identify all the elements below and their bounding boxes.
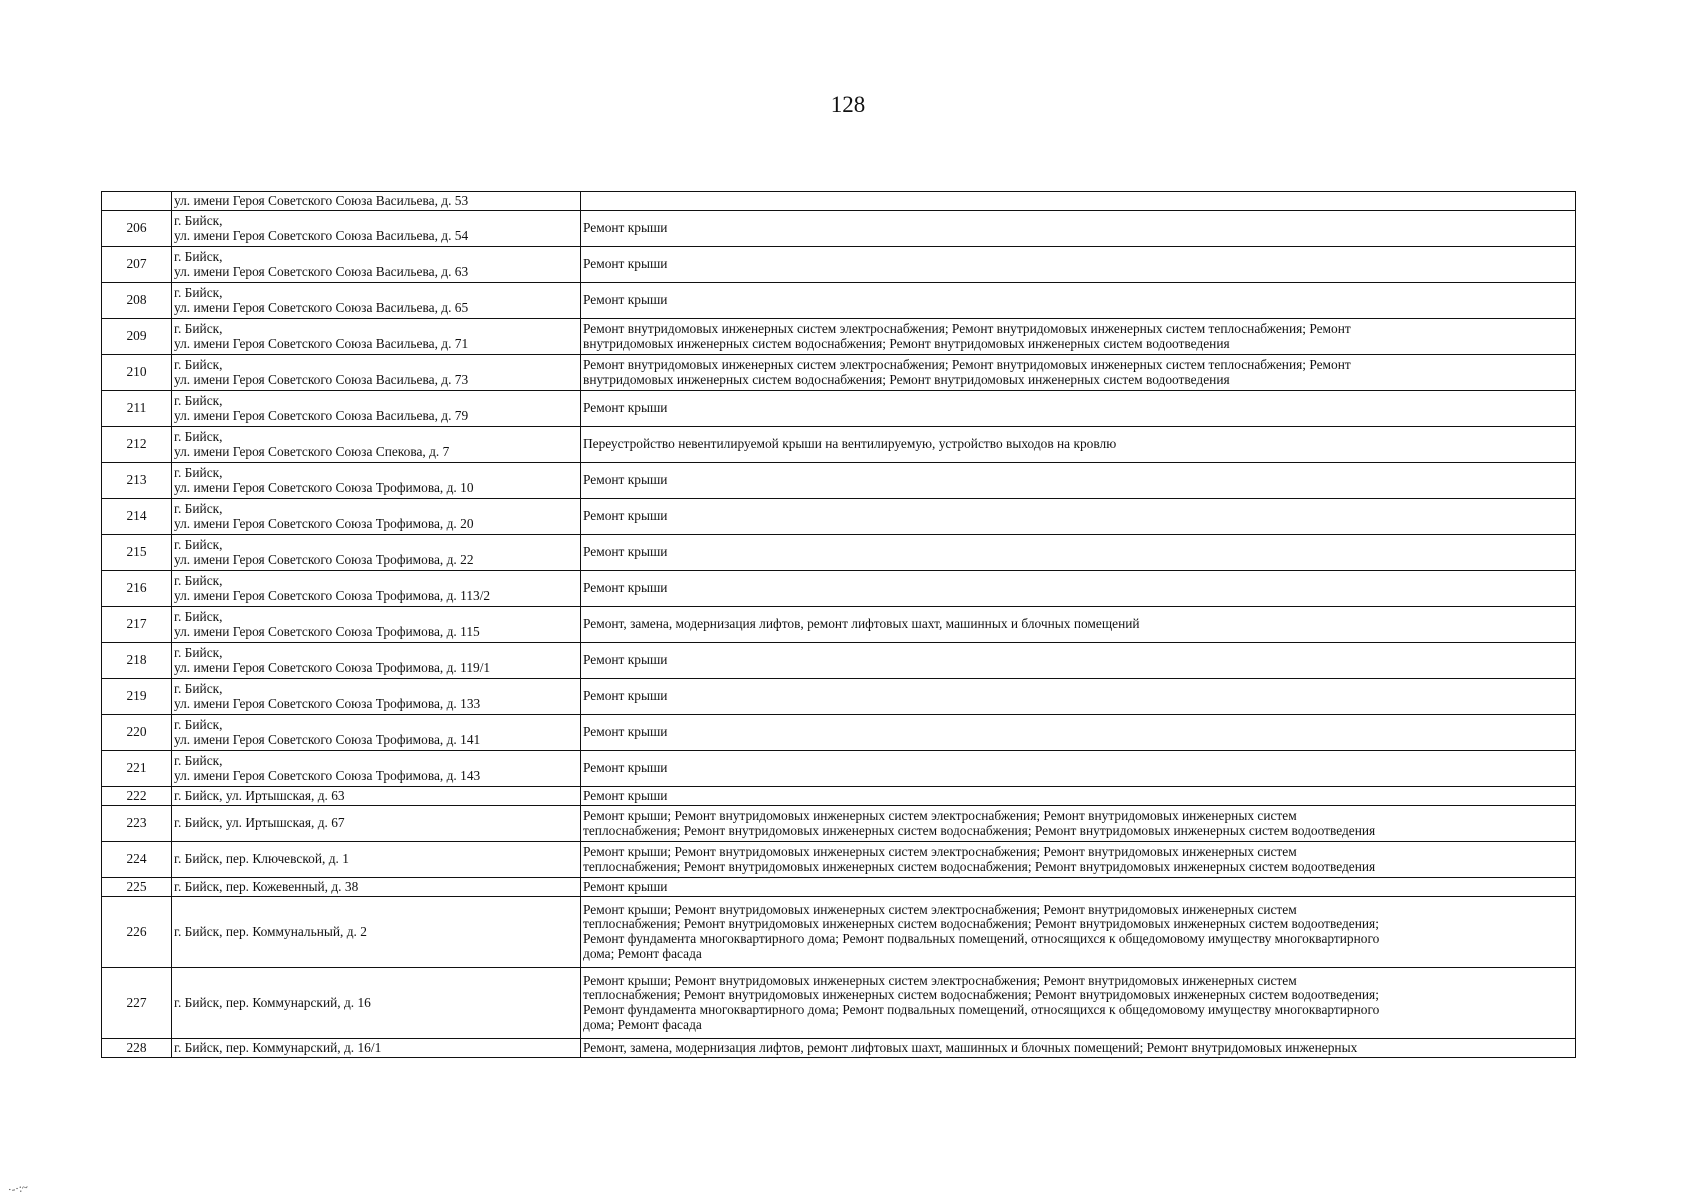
table-row (102, 283, 1576, 319)
work-line: Ремонт крыши (583, 688, 668, 704)
address-line: г. Бийск, пер. Коммунальный, д. 2 (174, 923, 367, 939)
work-line: внутридомовых инженерных систем водоснабжения; Ремонт внутридомовых инженерных систем водоотведения (583, 335, 1230, 351)
address-line: ул. имени Героя Советского Союза Трофимова, д. 115 (174, 623, 480, 639)
work-type-cell (581, 878, 1576, 897)
row-number-cell: 222 (102, 787, 172, 806)
work-line: Ремонт крыши (583, 472, 668, 488)
row-number-cell: 215 (102, 535, 172, 571)
address-line: г. Бийск, (174, 284, 223, 300)
row-number-cell: 227 (102, 968, 172, 1039)
address-line: г. Бийск, (174, 644, 223, 660)
address-cell (172, 806, 581, 842)
work-line: теплоснабжения; Ремонт внутридомовых инженерных систем водоснабжения; Ремонт внутридомовых инженерных систем водоотведения (583, 858, 1376, 874)
address-line: ул. имени Героя Советского Союза Васильева, д. 65 (174, 299, 469, 315)
address-line: г. Бийск, (174, 752, 223, 768)
work-line: Ремонт крыши (583, 508, 668, 524)
address-line: ул. имени Героя Советского Союза Васильева, д. 79 (174, 407, 469, 423)
row-number-cell: 212 (102, 427, 172, 463)
work-line: внутридомовых инженерных систем водоснабжения; Ремонт внутридомовых инженерных систем водоотведения (583, 371, 1230, 387)
work-type-cell (581, 247, 1576, 283)
work-line: Ремонт крыши (583, 724, 668, 740)
address-line: ул. имени Героя Советского Союза Васильева, д. 54 (174, 227, 469, 243)
address-cell (172, 463, 581, 499)
address-cell (172, 211, 581, 247)
work-line: Ремонт, замена, модернизация лифтов, ремонт лифтовых шахт, машинных и блочных помещений (583, 616, 1140, 632)
row-number-cell: 209 (102, 319, 172, 355)
address-cell (172, 643, 581, 679)
address-cell (172, 842, 581, 878)
work-line: Ремонт внутридомовых инженерных систем электроснабжения; Ремонт внутридомовых инженерных систем теплоснабжения; Ремонт (583, 320, 1351, 336)
work-type-cell (581, 211, 1576, 247)
address-cell (172, 897, 581, 968)
repair-registry-table (101, 191, 1576, 1058)
work-line: Ремонт крыши (583, 580, 668, 596)
address-line: ул. имени Героя Советского Союза Трофимова, д. 22 (174, 551, 474, 567)
address-line: г. Бийск, (174, 392, 223, 408)
address-cell (172, 247, 581, 283)
work-line: Ремонт фундамента многоквартирного дома; Ремонт подвальных помещений, относящихся к общедомовому имуществу многоквартирного (583, 1002, 1380, 1017)
work-line: Ремонт крыши (583, 292, 668, 308)
table-row (102, 535, 1576, 571)
registry-table-body (102, 192, 1576, 1058)
row-number-cell: 226 (102, 897, 172, 968)
address-line: ул. имени Героя Советского Союза Трофимова, д. 119/1 (174, 659, 491, 675)
row-number-cell: 211 (102, 391, 172, 427)
work-line: Ремонт фундамента многоквартирного дома; Ремонт подвальных помещений, относящихся к общедомовому имуществу многоквартирного (583, 931, 1380, 946)
address-line: ул. имени Героя Советского Союза Васильева, д. 53 (174, 192, 469, 208)
address-line: ул. имени Героя Советского Союза Трофимова, д. 141 (174, 731, 481, 747)
work-line: дома; Ремонт фасада (583, 1016, 702, 1032)
address-line: ул. имени Героя Советского Союза Васильева, д. 63 (174, 263, 469, 279)
address-line: г. Бийск, пер. Коммунарский, д. 16/1 (174, 1039, 382, 1055)
row-number-cell: 217 (102, 607, 172, 643)
address-line: г. Бийск, (174, 212, 223, 228)
table-row (102, 1039, 1576, 1058)
table-row (102, 463, 1576, 499)
address-cell (172, 968, 581, 1039)
work-line: Ремонт крыши (583, 652, 668, 668)
work-type-cell (581, 1039, 1576, 1058)
address-cell (172, 787, 581, 806)
row-number-cell (102, 192, 172, 211)
table-row (102, 715, 1576, 751)
address-cell (172, 715, 581, 751)
row-number-cell: 219 (102, 679, 172, 715)
address-line: г. Бийск, (174, 500, 223, 516)
row-number-cell: 208 (102, 283, 172, 319)
table-row (102, 643, 1576, 679)
row-number-cell: 210 (102, 355, 172, 391)
row-number-cell: 221 (102, 751, 172, 787)
work-type-cell (581, 391, 1576, 427)
table-row (102, 391, 1576, 427)
address-line: ул. имени Героя Советского Союза Трофимова, д. 20 (174, 515, 474, 531)
work-line: теплоснабжения; Ремонт внутридомовых инженерных систем водоснабжения; Ремонт внутридомовых инженерных систем водоотведения (583, 822, 1376, 838)
work-line: Ремонт крыши (583, 544, 668, 560)
work-type-cell (581, 806, 1576, 842)
work-line: Ремонт крыши; Ремонт внутридомовых инженерных систем электроснабжения; Ремонт внутридомовых инженерных систем (583, 972, 1297, 988)
table-row (102, 842, 1576, 878)
work-type-cell (581, 897, 1576, 968)
scan-mark: ·-·:~ (7, 1181, 29, 1197)
work-type-cell (581, 571, 1576, 607)
table-row (102, 751, 1576, 787)
address-line: ул. имени Героя Советского Союза Трофимова, д. 133 (174, 695, 481, 711)
work-line: Переустройство невентилируемой крыши на вентилируемую, устройство выходов на кровлю (583, 436, 1117, 452)
address-cell (172, 427, 581, 463)
address-line: г. Бийск, пер. Ключевской, д. 1 (174, 851, 349, 867)
work-line: дома; Ремонт фасада (583, 945, 702, 961)
table-row (102, 897, 1576, 968)
address-cell (172, 1039, 581, 1058)
work-type-cell (581, 968, 1576, 1039)
work-type-cell (581, 499, 1576, 535)
table-row (102, 571, 1576, 607)
work-line: Ремонт крыши; Ремонт внутридомовых инженерных систем электроснабжения; Ремонт внутридомовых инженерных систем (583, 807, 1297, 823)
row-number-cell: 224 (102, 842, 172, 878)
work-line: Ремонт внутридомовых инженерных систем электроснабжения; Ремонт внутридомовых инженерных систем теплоснабжения; Ремонт (583, 356, 1351, 372)
row-number-cell: 213 (102, 463, 172, 499)
address-line: ул. имени Героя Советского Союза Трофимова, д. 143 (174, 767, 481, 783)
row-number-cell: 214 (102, 499, 172, 535)
address-line: ул. имени Героя Советского Союза Трофимова, д. 113/2 (174, 587, 491, 603)
table-row (102, 787, 1576, 806)
work-line: Ремонт крыши (583, 787, 668, 803)
table-row (102, 806, 1576, 842)
work-line: теплоснабжения; Ремонт внутридомовых инженерных систем водоснабжения; Ремонт внутридомовых инженерных систем водоотведения; (583, 916, 1379, 932)
address-cell (172, 571, 581, 607)
row-number-cell: 206 (102, 211, 172, 247)
work-line: Ремонт крыши; Ремонт внутридомовых инженерных систем электроснабжения; Ремонт внутридомовых инженерных систем (583, 901, 1297, 917)
work-type-cell (581, 715, 1576, 751)
table-row (102, 878, 1576, 897)
table-row (102, 211, 1576, 247)
row-number-cell: 223 (102, 806, 172, 842)
row-number-cell: 218 (102, 643, 172, 679)
address-cell (172, 878, 581, 897)
table-row-continuation (102, 192, 1576, 211)
table-row (102, 499, 1576, 535)
address-line: г. Бийск, (174, 464, 223, 480)
work-type-cell (581, 535, 1576, 571)
work-line: Ремонт крыши (583, 220, 668, 236)
table-row (102, 679, 1576, 715)
address-cell (172, 391, 581, 427)
work-type-cell (581, 751, 1576, 787)
address-cell (172, 679, 581, 715)
row-number-cell: 207 (102, 247, 172, 283)
address-line: г. Бийск, (174, 356, 223, 372)
work-type-cell (581, 355, 1576, 391)
work-type-cell (581, 679, 1576, 715)
address-line: г. Бийск, (174, 572, 223, 588)
row-number-cell: 220 (102, 715, 172, 751)
address-line: г. Бийск, (174, 608, 223, 624)
address-line: г. Бийск, (174, 716, 223, 732)
work-type-cell (581, 463, 1576, 499)
work-type-cell (581, 787, 1576, 806)
work-type-cell (581, 643, 1576, 679)
table-row (102, 427, 1576, 463)
row-number-cell: 228 (102, 1039, 172, 1058)
address-cell (172, 535, 581, 571)
work-line: Ремонт крыши (583, 256, 668, 272)
address-line: г. Бийск, (174, 680, 223, 696)
work-line: Ремонт крыши (583, 878, 668, 894)
address-line: г. Бийск, (174, 428, 223, 444)
address-line: г. Бийск, (174, 248, 223, 264)
work-type-cell (581, 427, 1576, 463)
address-line: ул. имени Героя Советского Союза Васильева, д. 73 (174, 371, 469, 387)
work-type-cell (581, 842, 1576, 878)
address-cell (172, 355, 581, 391)
table-row (102, 319, 1576, 355)
address-line: г. Бийск, (174, 536, 223, 552)
work-type-cell (581, 283, 1576, 319)
table-row (102, 355, 1576, 391)
address-line: г. Бийск, ул. Иртышская, д. 63 (174, 787, 345, 803)
address-line: г. Бийск, ул. Иртышская, д. 67 (174, 815, 345, 831)
row-number-cell: 225 (102, 878, 172, 897)
address-cell (172, 319, 581, 355)
table-row (102, 968, 1576, 1039)
table-row (102, 607, 1576, 643)
address-cell (172, 607, 581, 643)
address-line: г. Бийск, пер. Коммунарский, д. 16 (174, 994, 371, 1010)
address-line: ул. имени Героя Советского Союза Трофимова, д. 10 (174, 479, 474, 495)
row-number-cell: 216 (102, 571, 172, 607)
work-line: Ремонт, замена, модернизация лифтов, ремонт лифтовых шахт, машинных и блочных помещений; Ремонт внутридомовых инженерных (583, 1039, 1358, 1055)
work-type-cell (581, 607, 1576, 643)
address-line: ул. имени Героя Советского Союза Васильева, д. 71 (174, 335, 469, 351)
table-row (102, 247, 1576, 283)
work-line: Ремонт крыши (583, 400, 668, 416)
address-line: ул. имени Героя Советского Союза Спекова, д. 7 (174, 443, 450, 459)
address-cell (172, 192, 581, 211)
work-type-cell (581, 319, 1576, 355)
address-cell (172, 499, 581, 535)
address-cell (172, 751, 581, 787)
address-cell (172, 283, 581, 319)
address-line: г. Бийск, пер. Кожевенный, д. 38 (174, 878, 359, 894)
page-number: 128 (830, 92, 866, 117)
work-line: Ремонт крыши; Ремонт внутридомовых инженерных систем электроснабжения; Ремонт внутридомовых инженерных систем (583, 843, 1297, 859)
work-type-cell (581, 192, 1576, 211)
address-line: г. Бийск, (174, 320, 223, 336)
work-line: теплоснабжения; Ремонт внутридомовых инженерных систем водоснабжения; Ремонт внутридомовых инженерных систем водоотведения; (583, 987, 1379, 1003)
work-line: Ремонт крыши (583, 760, 668, 776)
